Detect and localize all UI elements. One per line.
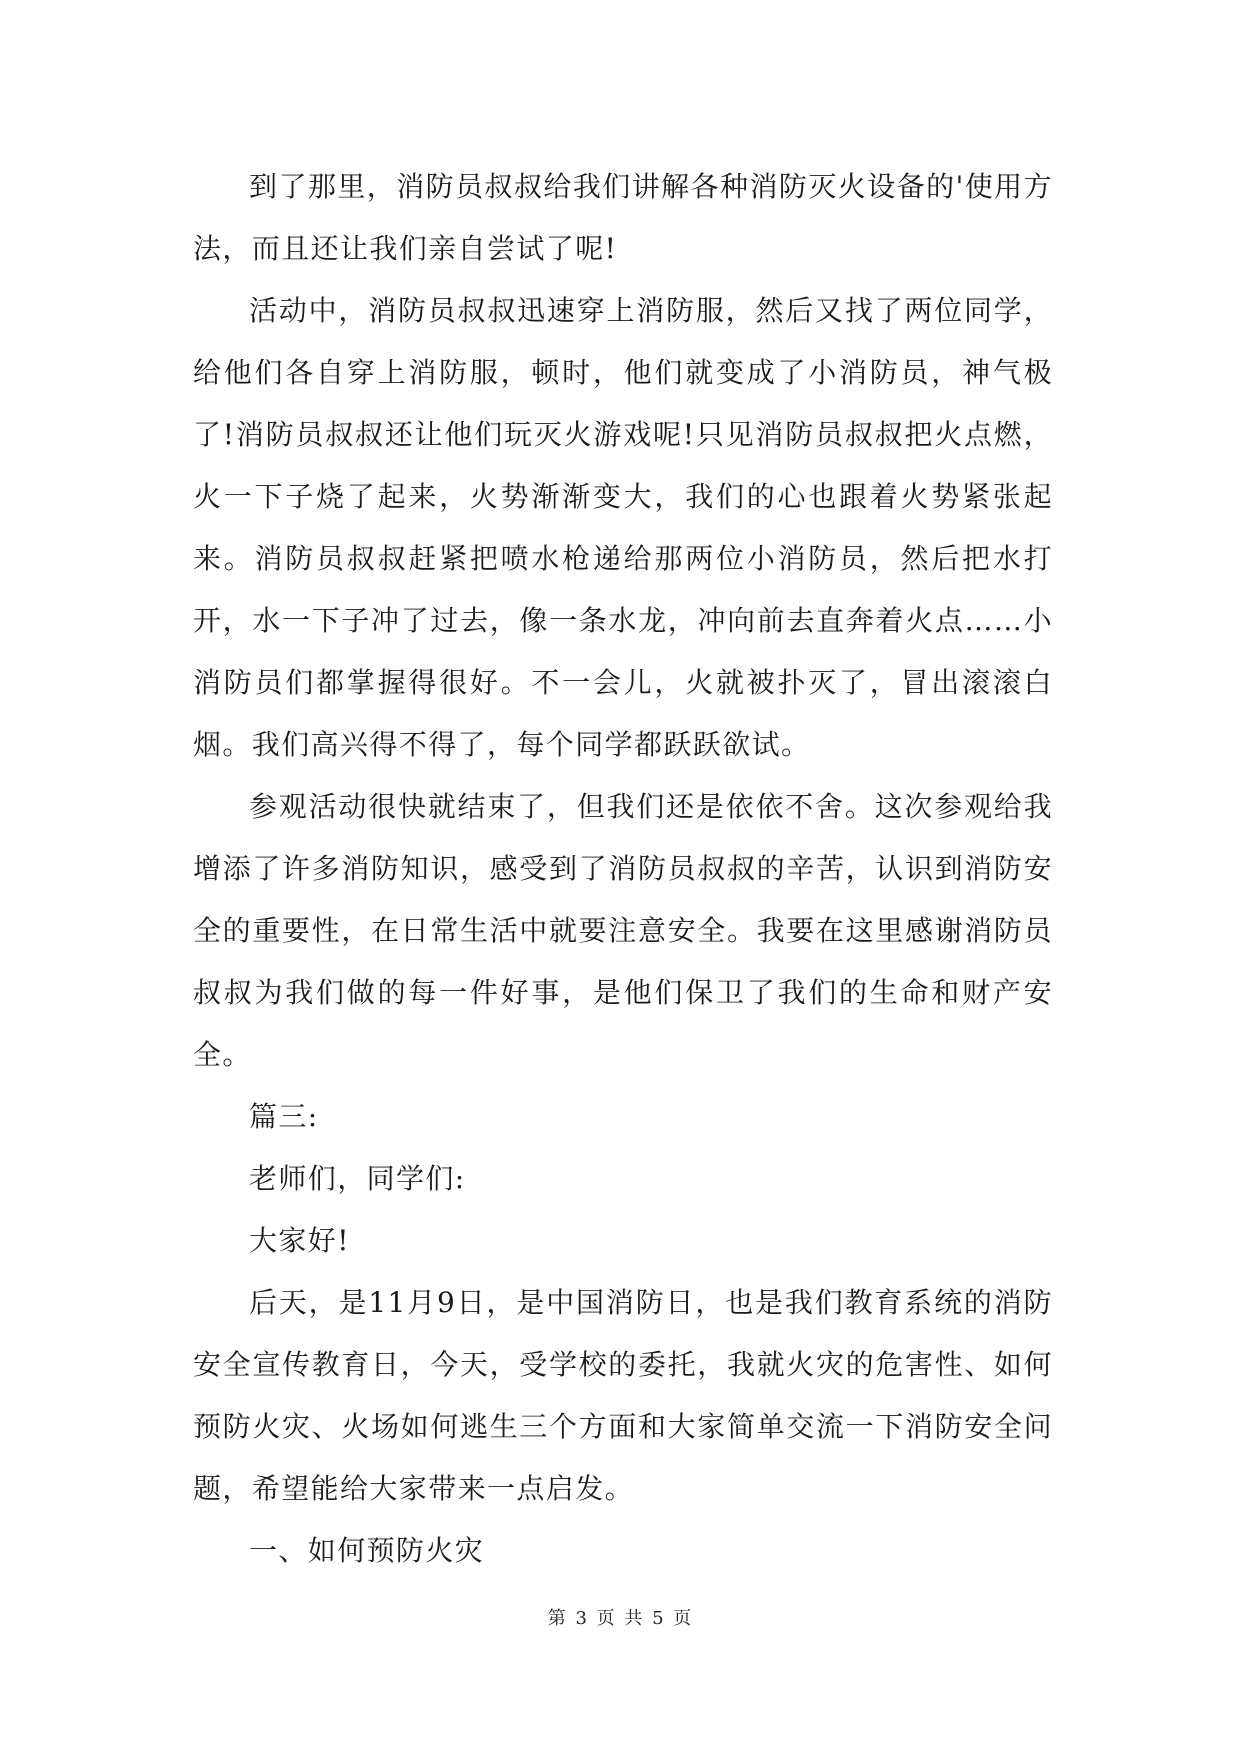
paragraph-fire-day: 后天，是11月9日，是中国消防日，也是我们教育系统的消防安全宣传教育日，今天，受学校的委托，我就火灾的危害性、如何预防火灾、火场如何逃生三个方面和大家简单交流一下消防安全问题，希望能给大家带来一点启发。	[193, 1286, 1053, 1505]
paragraph-activity: 活动中，消防员叔叔迅速穿上消防服，然后又找了两位同学，给他们各自穿上消防服，顿时，他们就变成了小消防员，神气极了!消防员叔叔还让他们玩灭火游戏呢!只见消防员叔叔把火点燃，火一下子烧了起来，火势渐渐变大，我们的心也跟着火势紧张起来。消防员叔叔赶紧把喷水枪递给那两位小消防员，然后把水打开，水一下子冲了过去，像一条水龙，冲向前去直奔着火点……小消防员们都掌握得很好。不一会儿，火就被扑灭了，冒出滚滚白烟。我们高兴得不得了，每个同学都跃跃欲试。	[193, 294, 1053, 761]
document-body	[193, 156, 1053, 1582]
section-heading-part-three: 篇三:	[249, 1100, 319, 1133]
paragraph-visit-intro: 到了那里，消防员叔叔给我们讲解各种消防灭火设备的'使用方法，而且还让我们亲自尝试了呢!	[193, 170, 1053, 265]
page-number-footer: 第 3 页 共 5 页	[547, 1608, 694, 1629]
salutation: 老师们，同学们:	[249, 1162, 466, 1195]
paragraph-conclusion: 参观活动很快就结束了，但我们还是依依不舍。这次参观给我增添了许多消防知识，感受到了消防员叔叔的辛苦，认识到消防安全的重要性，在日常生活中就要注意安全。我要在这里感谢消防员叔叔为我们做的每一件好事，是他们保卫了我们的生命和财产安全。	[193, 790, 1053, 1071]
section-heading-fire-prevention: 一、如何预防火灾	[249, 1534, 485, 1567]
greeting: 大家好!	[249, 1224, 350, 1257]
